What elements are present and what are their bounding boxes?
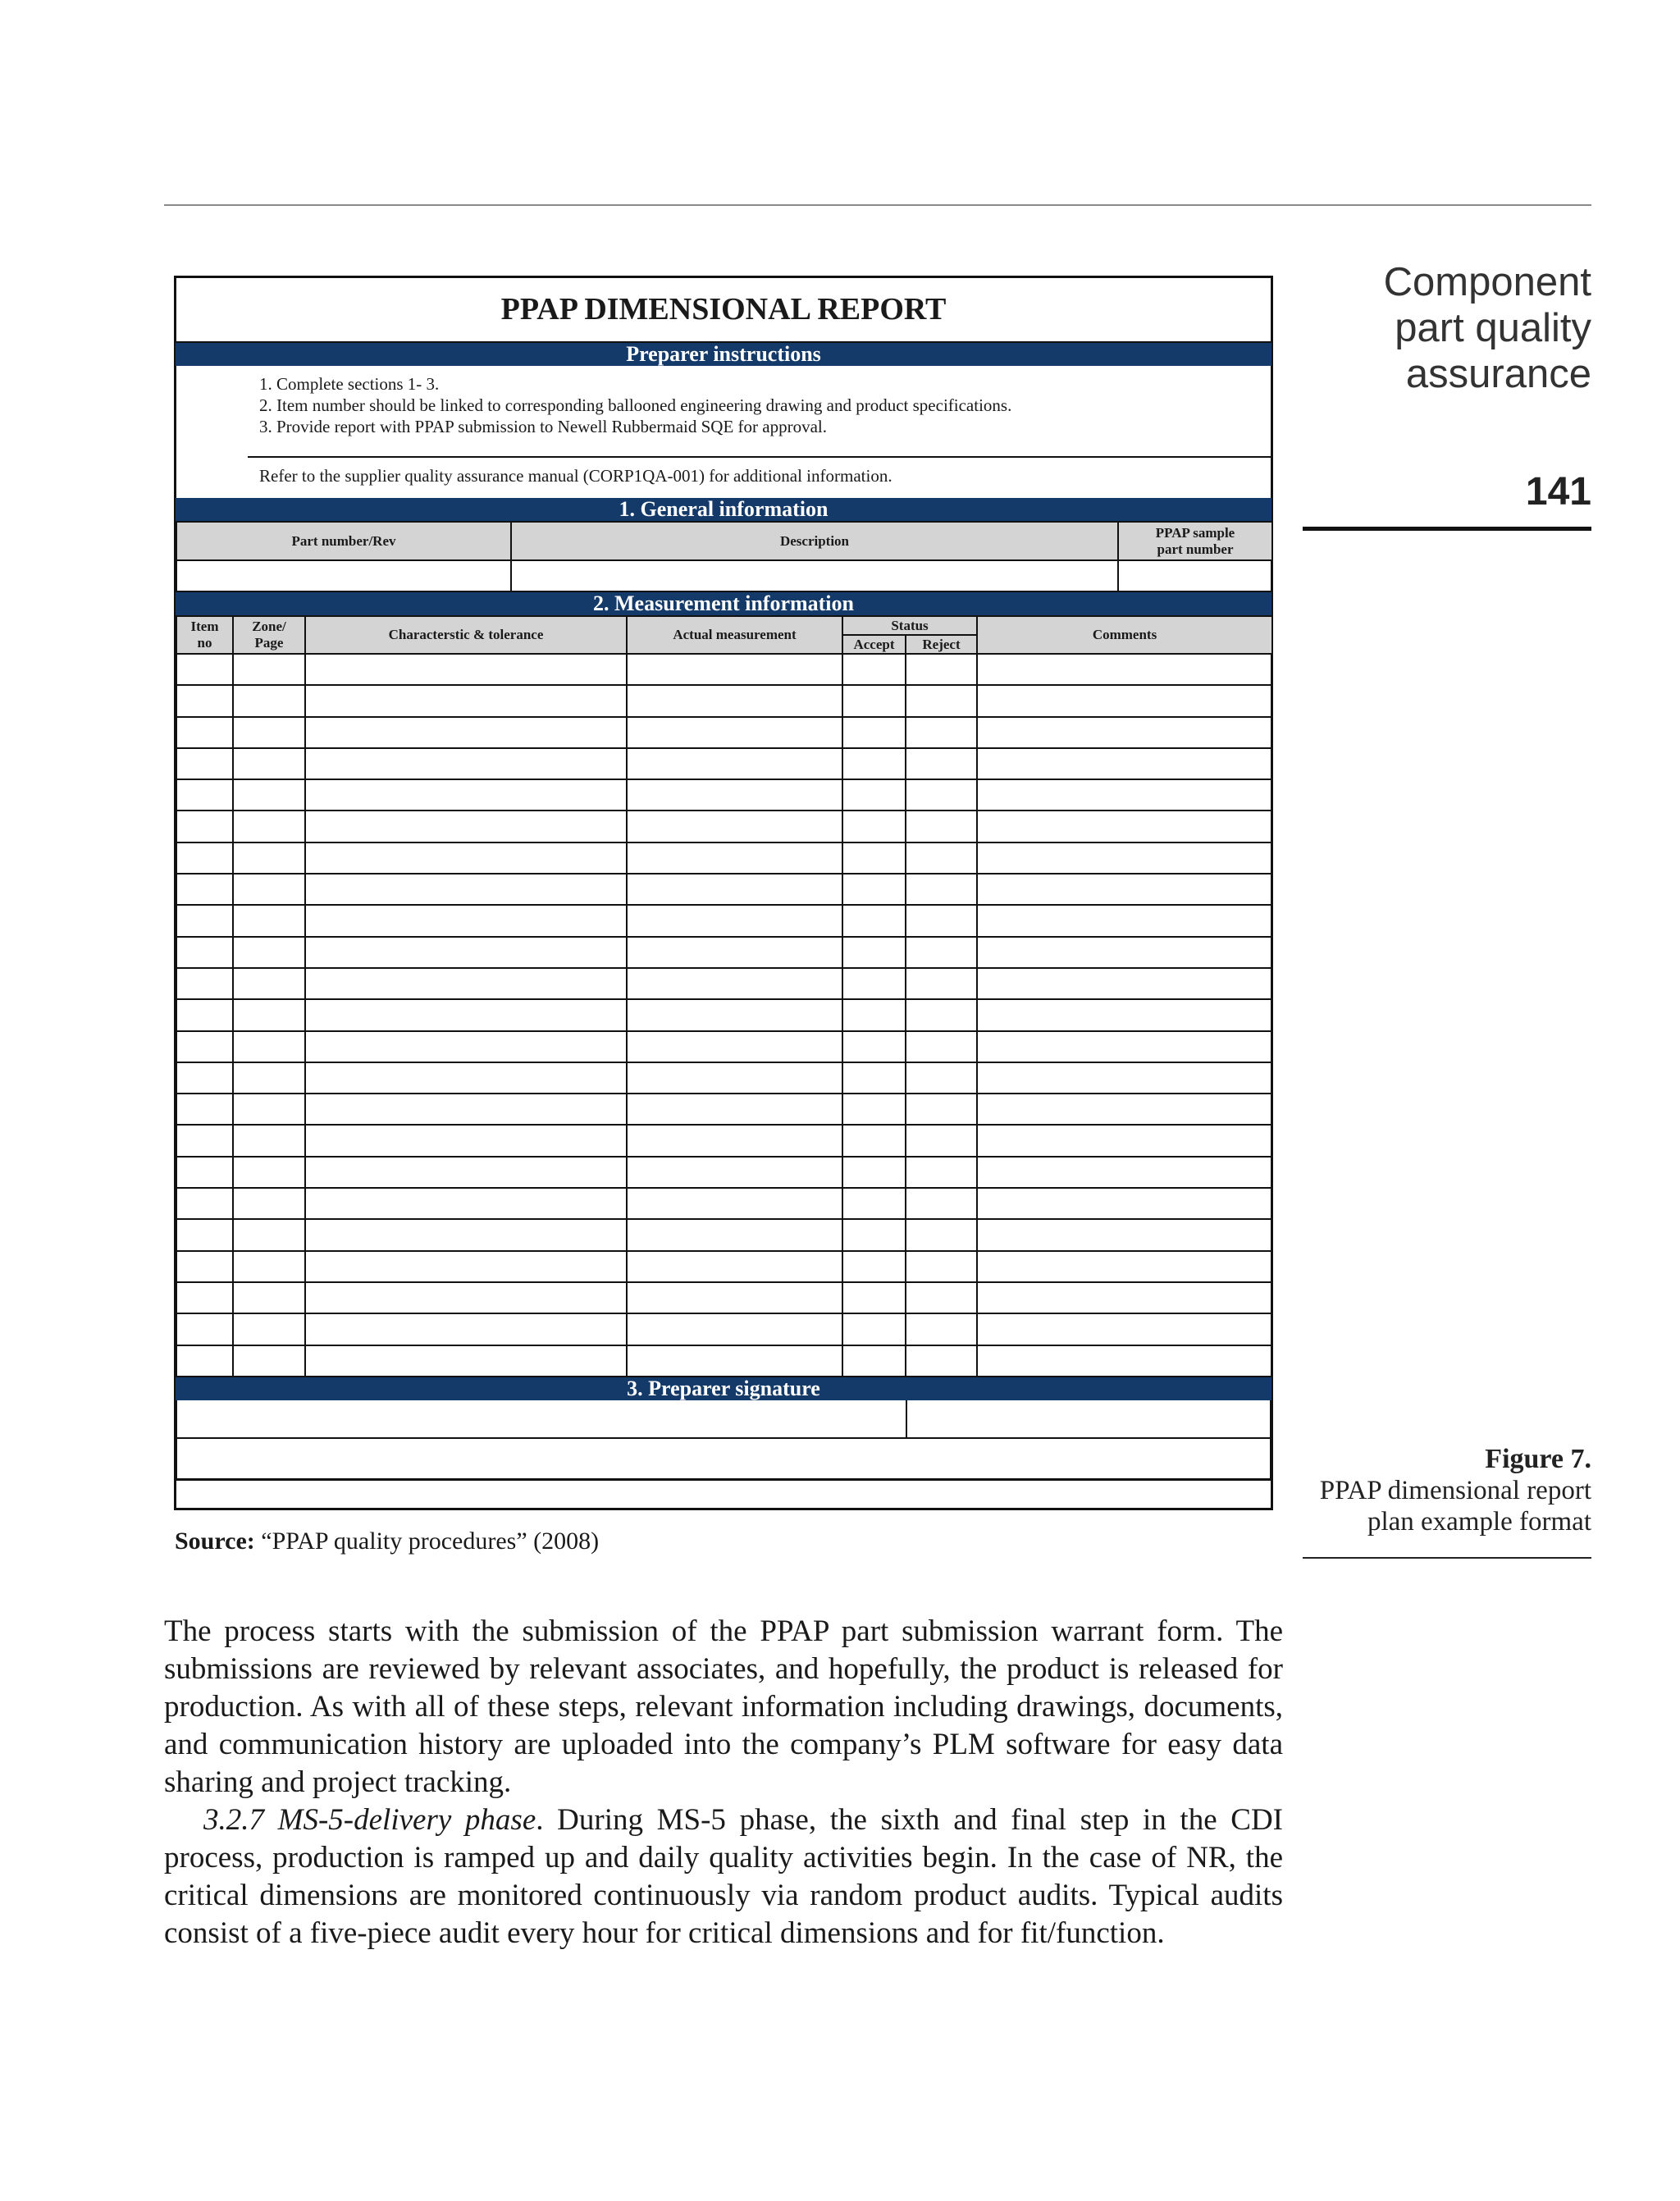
table-cell: [627, 1219, 842, 1250]
table-cell: [906, 1188, 977, 1219]
table-cell: [176, 1062, 233, 1094]
table-row: [176, 874, 1272, 905]
actual-measurement-header: Actual measurement: [627, 616, 842, 654]
ppap-dimensional-report-form: [176, 277, 1271, 1481]
table-cell: [176, 1251, 233, 1282]
table-cell: [842, 654, 906, 685]
table-cell: [233, 937, 305, 968]
table-cell: [627, 811, 842, 842]
table-cell: [176, 874, 233, 905]
table-cell: [627, 1125, 842, 1156]
table-cell: [305, 968, 627, 999]
table-cell: [627, 1313, 842, 1345]
table-cell: [233, 1345, 305, 1377]
running-head-line: part quality: [1395, 306, 1591, 350]
table-row: [176, 811, 1272, 842]
body-paragraph: The process starts with the submission of the PPAP part submission warrant form. The submissions are reviewed by relevant associates, and hopefully, the product is released for production. As with all of these steps, relevant information including drawings, documents, and communication history are uploaded into the company’s PLM software for easy data sharing and project tracking.: [164, 1614, 1283, 1799]
table-cell: [842, 999, 906, 1030]
table-cell: [842, 1031, 906, 1062]
figure-number: Figure 7.: [1485, 1444, 1591, 1474]
table-cell: [233, 1313, 305, 1345]
table-cell: [233, 1094, 305, 1125]
table-cell: [842, 874, 906, 905]
table-cell: [176, 905, 233, 936]
table-cell: [977, 1313, 1272, 1345]
table-cell: [627, 968, 842, 999]
table-cell: [233, 1188, 305, 1219]
signature-area: [176, 1400, 1271, 1481]
table-row: [176, 1313, 1272, 1345]
zone-page-header-line: Zone/: [252, 619, 286, 634]
table-row: [176, 1219, 1272, 1250]
part-number-field: [176, 560, 511, 591]
table-cell: [627, 717, 842, 748]
table-cell: [977, 1282, 1272, 1313]
table-cell: [233, 1062, 305, 1094]
signature-row: [177, 1439, 1270, 1481]
table-row: [176, 654, 1272, 685]
table-cell: [305, 1251, 627, 1282]
body-paragraph: [164, 1801, 1283, 1952]
running-head-line: Component: [1383, 260, 1591, 304]
table-cell: [233, 842, 305, 874]
table-cell: [233, 654, 305, 685]
table-cell: [176, 654, 233, 685]
table-cell: [627, 1251, 842, 1282]
running-head: [1280, 259, 1591, 397]
figure-caption-line: PPAP dimensional report: [1319, 1476, 1591, 1505]
table-cell: [176, 937, 233, 968]
instruction-line: 1. Complete sections 1- 3.: [259, 374, 440, 394]
table-cell: [176, 779, 233, 811]
table-cell: [305, 1313, 627, 1345]
table-cell: [233, 999, 305, 1030]
table-cell: [233, 874, 305, 905]
description-header: Description: [511, 522, 1118, 560]
table-cell: [977, 999, 1272, 1030]
section-heading: 3.2.7 MS-5-delivery phase: [203, 1803, 536, 1837]
table-cell: [305, 811, 627, 842]
measurement-information-band: 2. Measurement information: [176, 592, 1271, 615]
table-row: [176, 1125, 1272, 1156]
form-title: PPAP DIMENSIONAL REPORT: [176, 277, 1271, 343]
measurement-rows: [176, 654, 1272, 1377]
instruction-line: 2. Item number should be linked to corresponding ballooned engineering drawing and product specifications.: [259, 395, 1012, 415]
table-cell: [305, 842, 627, 874]
table-cell: [627, 1345, 842, 1377]
table-cell: [842, 1345, 906, 1377]
table-cell: [906, 999, 977, 1030]
table-cell: [977, 717, 1272, 748]
table-cell: [627, 905, 842, 936]
table-cell: [176, 1031, 233, 1062]
table-cell: [233, 1157, 305, 1188]
table-row: [176, 999, 1272, 1030]
table-cell: [977, 1062, 1272, 1094]
measurement-table: [176, 615, 1273, 1377]
table-cell: [842, 968, 906, 999]
table-cell: [233, 905, 305, 936]
table-row: [176, 1282, 1272, 1313]
table-cell: [627, 685, 842, 716]
ppap-sample-header: [1118, 522, 1272, 560]
table-cell: [233, 1219, 305, 1250]
table-cell: [627, 1188, 842, 1219]
table-cell: [906, 1094, 977, 1125]
table-cell: [305, 1031, 627, 1062]
figure-caption-line: plan example format: [1367, 1507, 1591, 1537]
table-cell: [233, 968, 305, 999]
table-cell: [906, 1062, 977, 1094]
table-cell: [977, 748, 1272, 779]
table-cell: [305, 654, 627, 685]
table-cell: [977, 811, 1272, 842]
table-cell: [842, 1062, 906, 1094]
table-cell: [233, 1031, 305, 1062]
table-cell: [176, 1345, 233, 1377]
table-cell: [842, 811, 906, 842]
table-cell: [305, 905, 627, 936]
table-cell: [977, 685, 1272, 716]
source-text: “PPAP quality procedures” (2008): [261, 1527, 600, 1555]
description-field: [511, 560, 1118, 591]
table-cell: [233, 1282, 305, 1313]
table-cell: [977, 937, 1272, 968]
table-cell: [305, 1219, 627, 1250]
table-row: [176, 1157, 1272, 1188]
table-cell: [906, 1282, 977, 1313]
table-cell: [977, 1031, 1272, 1062]
table-cell: [842, 717, 906, 748]
table-cell: [842, 1094, 906, 1125]
table-cell: [305, 717, 627, 748]
item-no-header-line: no: [197, 635, 212, 651]
table-cell: [977, 1094, 1272, 1125]
running-head-line: assurance: [1405, 352, 1591, 396]
table-cell: [176, 968, 233, 999]
table-row: [176, 717, 1272, 748]
zone-page-header: [233, 616, 305, 654]
top-rule: [164, 204, 1591, 206]
status-header: Status: [842, 616, 977, 635]
table-cell: [906, 811, 977, 842]
table-cell: [233, 1251, 305, 1282]
table-cell: [906, 1157, 977, 1188]
characteristic-header: Characterstic & tolerance: [305, 616, 627, 654]
table-row: [176, 1188, 1272, 1219]
general-information-table: [176, 521, 1273, 592]
table-row: [176, 1062, 1272, 1094]
table-cell: [906, 937, 977, 968]
general-information-band: 1. General information: [176, 498, 1271, 521]
table-row: [176, 842, 1272, 874]
table-cell: [977, 1157, 1272, 1188]
refer-note: Refer to the supplier quality assurance manual (CORP1QA-001) for additional information.: [259, 466, 892, 486]
figure-caption: [1280, 1444, 1591, 1537]
table-row: [176, 905, 1272, 936]
table-cell: [842, 1282, 906, 1313]
reject-header: Reject: [906, 635, 977, 654]
table-cell: [842, 1251, 906, 1282]
table-cell: [627, 1157, 842, 1188]
table-row: [176, 1094, 1272, 1125]
table-cell: [627, 779, 842, 811]
table-cell: [977, 1251, 1272, 1282]
table-cell: [842, 1313, 906, 1345]
table-cell: [906, 779, 977, 811]
table-cell: [906, 1345, 977, 1377]
table-cell: [977, 905, 1272, 936]
table-cell: [233, 685, 305, 716]
table-cell: [977, 1219, 1272, 1250]
table-cell: [627, 654, 842, 685]
table-cell: [842, 842, 906, 874]
table-cell: [305, 999, 627, 1030]
table-cell: [627, 999, 842, 1030]
table-cell: [627, 937, 842, 968]
table-cell: [627, 842, 842, 874]
table-cell: [906, 905, 977, 936]
table-cell: [977, 1345, 1272, 1377]
table-cell: [977, 1125, 1272, 1156]
table-cell: [906, 654, 977, 685]
page-number-rule: [1303, 527, 1591, 531]
table-cell: [305, 937, 627, 968]
table-cell: [906, 1219, 977, 1250]
table-cell: [977, 968, 1272, 999]
table-cell: [305, 779, 627, 811]
table-cell: [906, 1125, 977, 1156]
table-cell: [906, 874, 977, 905]
table-cell: [842, 779, 906, 811]
table-cell: [627, 874, 842, 905]
table-cell: [176, 1157, 233, 1188]
section-text: . During MS-5 phase, the sixth and final step in the CDI process, production is ramped up and daily quality activities begin. In the case of NR, the critical dimensions are monitored continuously via random product audits. Typical audits consist of a five-piece audit every hour for critical dimensions and for fit/function.: [164, 1803, 1283, 1950]
item-no-header-line: Item: [190, 619, 219, 634]
table-cell: [176, 685, 233, 716]
table-cell: [906, 717, 977, 748]
source-label: Source:: [175, 1527, 255, 1555]
table-cell: [906, 842, 977, 874]
table-cell: [842, 1219, 906, 1250]
table-cell: [233, 748, 305, 779]
table-cell: [305, 1157, 627, 1188]
figure-caption-rule: [1303, 1557, 1591, 1559]
table-cell: [176, 1313, 233, 1345]
table-cell: [977, 874, 1272, 905]
table-row: [176, 968, 1272, 999]
table-cell: [176, 999, 233, 1030]
table-row: [176, 748, 1272, 779]
table-cell: [977, 779, 1272, 811]
preparer-instructions-band: Preparer instructions: [176, 343, 1271, 366]
table-cell: [305, 1125, 627, 1156]
table-cell: [305, 874, 627, 905]
table-cell: [977, 654, 1272, 685]
page-number: 141: [1525, 470, 1591, 514]
table-cell: [176, 748, 233, 779]
table-cell: [977, 842, 1272, 874]
table-cell: [627, 1062, 842, 1094]
table-cell: [176, 1188, 233, 1219]
table-cell: [176, 811, 233, 842]
table-row: [176, 937, 1272, 968]
table-row: [176, 1251, 1272, 1282]
ppap-sample-field: [1118, 560, 1272, 591]
table-cell: [233, 1125, 305, 1156]
table-cell: [305, 1094, 627, 1125]
accept-header: Accept: [842, 635, 906, 654]
table-cell: [176, 1125, 233, 1156]
table-row: [176, 779, 1272, 811]
table-cell: [305, 748, 627, 779]
table-cell: [906, 685, 977, 716]
ppap-sample-header-line: PPAP sample: [1155, 524, 1235, 541]
ppap-sample-header-line: part number: [1157, 541, 1234, 557]
table-cell: [977, 1188, 1272, 1219]
comments-header: Comments: [977, 616, 1272, 654]
table-cell: [906, 1313, 977, 1345]
body-text: [164, 1613, 1283, 1952]
table-cell: [305, 1345, 627, 1377]
table-cell: [233, 717, 305, 748]
table-cell: [906, 968, 977, 999]
figure-source: [175, 1527, 599, 1555]
table-row: [176, 685, 1272, 716]
table-cell: [176, 842, 233, 874]
table-row: [176, 1345, 1272, 1377]
table-cell: [842, 1125, 906, 1156]
table-cell: [305, 685, 627, 716]
table-cell: [842, 1157, 906, 1188]
signature-field: [177, 1400, 907, 1437]
table-cell: [906, 1031, 977, 1062]
table-cell: [305, 1188, 627, 1219]
table-cell: [176, 1282, 233, 1313]
table-cell: [627, 1031, 842, 1062]
table-cell: [627, 748, 842, 779]
table-cell: [305, 1282, 627, 1313]
table-cell: [233, 779, 305, 811]
table-cell: [305, 1062, 627, 1094]
table-cell: [176, 1219, 233, 1250]
table-cell: [627, 1282, 842, 1313]
table-row: [176, 1031, 1272, 1062]
table-cell: [176, 717, 233, 748]
instruction-line: 3. Provide report with PPAP submission to Newell Rubbermaid SQE for approval.: [259, 417, 827, 436]
table-cell: [842, 905, 906, 936]
table-cell: [906, 748, 977, 779]
table-cell: [842, 937, 906, 968]
item-no-header: [176, 616, 233, 654]
table-cell: [176, 1094, 233, 1125]
table-cell: [233, 811, 305, 842]
signature-row: [177, 1400, 1270, 1439]
instructions-block: [176, 366, 1271, 498]
table-cell: [842, 685, 906, 716]
table-cell: [906, 1251, 977, 1282]
zone-page-header-line: Page: [254, 635, 284, 651]
table-cell: [627, 1094, 842, 1125]
table-cell: [842, 748, 906, 779]
preparer-signature-band: 3. Preparer signature: [176, 1377, 1271, 1400]
table-cell: [842, 1188, 906, 1219]
part-number-header: Part number/Rev: [176, 522, 511, 560]
